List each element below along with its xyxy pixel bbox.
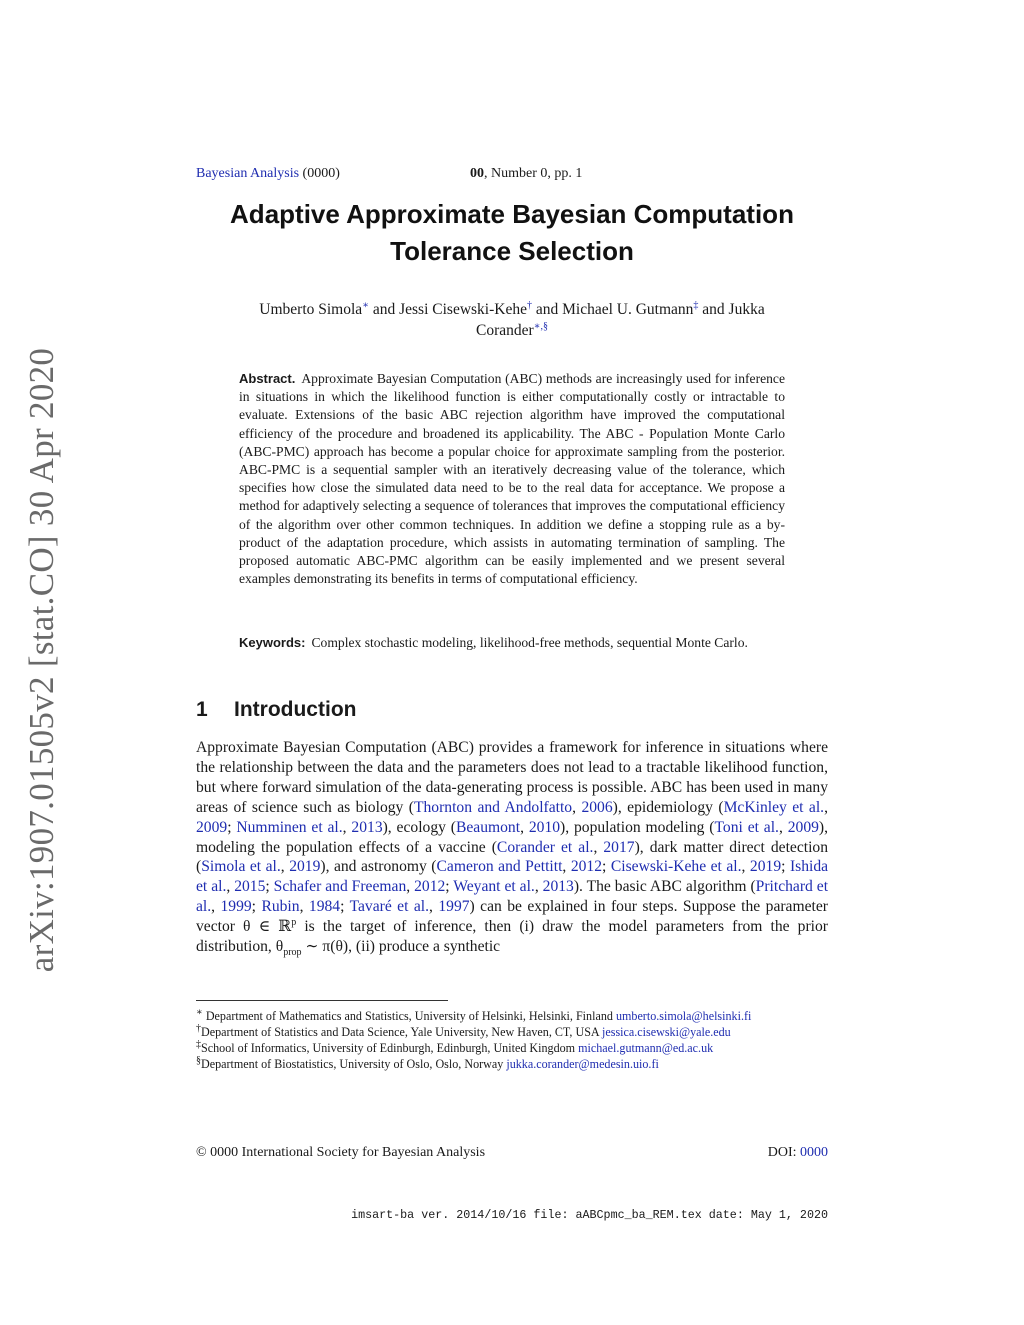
title-line-1: Adaptive Approximate Bayesian Computation [230,199,794,229]
author-mark-3[interactable]: ‡ [693,299,699,311]
citation-link[interactable]: Thornton and Andolfatto [413,798,573,816]
footnotes [196,1008,828,1072]
intro-text: ). The basic ABC algorithm ( [573,878,756,896]
page-footer [196,1145,828,1161]
intro-text: ), population modeling ( [560,818,715,836]
citation-link[interactable]: Schafer and Freeman [273,878,407,896]
author-mark-1[interactable]: ∗ [362,299,369,311]
citation-year-link[interactable]: 1997 [438,898,470,916]
doi-label: DOI: [767,1145,800,1160]
imsart-version-line: imsart-ba ver. 2014/10/16 file: aABCpmc_ba_REM.tex date: May 1, 2020 [351,1208,828,1222]
volume-number: 00 [470,166,484,181]
citation-year-link[interactable]: 2015 [234,878,266,896]
footnote-rule [196,1000,448,1001]
footnote-text: Department of Mathematics and Statistics, University of Helsinki, Helsinki, Finland [202,1009,616,1023]
citation-separator: ; [340,898,350,916]
citation-separator: , [824,798,828,816]
volume-info [470,166,582,182]
citation-separator: , [406,878,415,896]
citation-separator: , [342,818,352,836]
email-link[interactable]: michael.gutmann@ed.ac.uk [578,1041,714,1055]
citation-separator: ; [445,878,454,896]
citation-separator: ; [781,858,790,876]
citation-separator: ; [251,898,262,916]
email-link[interactable]: jukka.corander@medesin.uio.fi [506,1057,659,1071]
citation-link[interactable]: Cisewski-Kehe et al. [610,858,742,876]
citation-link[interactable]: Numminen et al. [236,818,343,836]
journal-year: (0000) [302,166,340,181]
citation-year-link[interactable]: 1984 [308,898,341,916]
copyright-notice: © 0000 International Society for Bayesian Analysis [196,1145,486,1160]
citation-year-link[interactable]: 2006 [581,798,613,816]
math-subscript: prop [283,947,302,959]
issue-info: , Number 0, pp. 1 [484,166,583,181]
footnote-1 [196,1008,828,1024]
footnote-mark: § [196,1054,201,1066]
citation-separator: , [534,878,543,896]
citation-link[interactable]: Cameron and Pettitt [436,858,563,876]
citation-link[interactable]: Ishida et al. [196,858,829,896]
citation-year-link[interactable]: 2013 [542,878,574,896]
intro-text: ), dark matter direct detection ( [196,838,828,876]
citation-year-link[interactable]: 2019 [289,858,321,876]
email-link[interactable]: jessica.cisewski@yale.edu [602,1025,731,1039]
author-separator-3: and Jukka [698,301,765,318]
author-corander: Corander [476,322,534,339]
journal-link[interactable]: Bayesian Analysis [196,166,300,181]
citation-separator: ; [602,858,611,876]
citation-year-link[interactable]: 2009 [196,818,228,836]
citation-separator: , [778,818,788,836]
citation-year-link[interactable]: 2013 [351,818,383,836]
footnote-text: Department of Statistics and Data Science, Yale University, New Haven, CT, USA [201,1025,603,1039]
author-simola: Umberto Simola [259,301,363,318]
author-mark-4[interactable]: ∗,§ [533,320,548,332]
journal-header [196,166,828,182]
introduction-paragraph [196,738,828,963]
section-number: 1 [196,698,208,721]
footnote-mark: † [196,1022,201,1034]
citation-link[interactable]: Simola et al. [201,858,281,876]
intro-text: is the target of inference, then (i) draw the model parameters from the prior distribution, θ [196,918,828,956]
citation-link[interactable]: Tavaré et al. [349,898,430,916]
citation-separator: , [429,898,439,916]
citation-link[interactable]: Pritchard et al. [196,878,829,916]
citation-separator: , [280,858,290,876]
citation-year-link[interactable]: 2009 [787,818,819,836]
citation-year-link[interactable]: 2012 [570,858,603,876]
doi-link[interactable]: 0000 [800,1145,828,1160]
citation-year-link[interactable]: 2019 [749,858,782,876]
citation-separator: , [741,858,750,876]
citation-separator: , [593,838,604,856]
citation-separator: , [562,858,571,876]
intro-text: ) can be explained in four steps. Suppose the parameter vector θ ∈ ℝ [196,898,828,936]
abstract-label: Abstract. [239,371,296,386]
citation-link[interactable]: Corander et al. [496,838,594,856]
footnote-text: Department of Biostatistics, University of Oslo, Oslo, Norway [201,1057,507,1071]
citation-separator: ; [265,878,274,896]
intro-text: ), modeling the population effects of a vaccine ( [196,818,829,856]
footnote-text: School of Informatics, University of Edinburgh, Edinburgh, United Kingdom [201,1041,579,1055]
citation-year-link[interactable]: 2012 [414,878,446,896]
citation-year-link[interactable]: 1999 [220,898,252,916]
footnote-3 [196,1040,828,1056]
author-list [196,299,828,341]
math-superscript: p [291,916,297,928]
citation-separator: , [520,818,529,836]
intro-text: Approximate Bayesian Computation (ABC) provides a framework for inference in situations where the relationship between the data and the parameters does not lead to a tractable likelihood function, but where forward simulation of the data-generating process is possible. ABC has been used in many areas of science such as biology ( [196,739,828,816]
citation-year-link[interactable]: 2010 [528,818,561,836]
citation-link[interactable]: Beaumont [455,818,521,836]
citation-link[interactable]: Toni et al. [714,818,779,836]
citation-separator: , [299,898,309,916]
intro-text: ), ecology ( [382,818,456,836]
author-mark-2[interactable]: † [526,299,532,311]
arxiv-stamp-text: arXiv:1907.01505v2 [stat.CO] 30 Apr 2020 [22,347,61,973]
intro-text: ), and astronomy ( [320,858,437,876]
abstract [239,370,785,588]
section-heading [196,698,356,722]
title-line-2: Tolerance Selection [390,236,634,266]
keywords-text: Complex stochastic modeling, likelihood-free methods, sequential Monte Carlo. [311,635,748,650]
citation-separator: , [211,898,221,916]
keywords [239,634,785,652]
doi [768,1145,828,1161]
citation-link[interactable]: McKinley et al. [723,798,825,816]
citation-year-link[interactable]: 2017 [603,838,635,856]
email-link[interactable]: umberto.simola@helsinki.fi [615,1009,752,1023]
intro-text: ), epidemiology ( [612,798,724,816]
citation-link[interactable]: Rubin [261,898,300,916]
citation-separator: , [226,878,235,896]
intro-text: ∼ π(θ), (ii) produce a synthetic [301,938,501,956]
footnote-mark: ∗ [196,1006,203,1018]
author-separator-2: and Michael U. Gutmann [531,301,694,318]
abstract-text: Approximate Bayesian Computation (ABC) methods are increasingly used for inference in situations in which the likelihood function is either computationally costly or intractable to evaluate. Extensions of the basic ABC rejection algorithm have improved the computational efficiency of the procedure and broadened its applicability. The ABC - Population Monte Carlo (ABC-PMC) approach has become a popular choice for approximate sampling from the posterior. ABC-PMC is a sequential sampler with an iteratively decreasing value of the tolerance, which specifies how close the simulated data need to be to the real data for acceptance. We propose a method for adaptively selecting a sequence of tolerances that improves the computational efficiency of the algorithm over other common techniques. In addition we define a stopping rule as a by-product of the adaptation procedure, which assists in automating termination of sampling. The proposed automatic ABC-PMC algorithm can be easily implemented and we present several examples demonstrating its benefits in terms of computational efficiency. [239,371,785,587]
paper-title [160,196,864,270]
footnote-4 [196,1056,828,1072]
citation-separator: ; [227,818,237,836]
footnote-2 [196,1024,828,1040]
citation-link[interactable]: Weyant et al. [453,878,535,896]
section-title: Introduction [234,698,357,721]
citation-separator: , [572,798,582,816]
footnote-mark: ‡ [196,1038,201,1050]
author-separator-1: and Jessi Cisewski-Kehe [368,301,527,318]
keywords-label: Keywords: [239,635,306,650]
